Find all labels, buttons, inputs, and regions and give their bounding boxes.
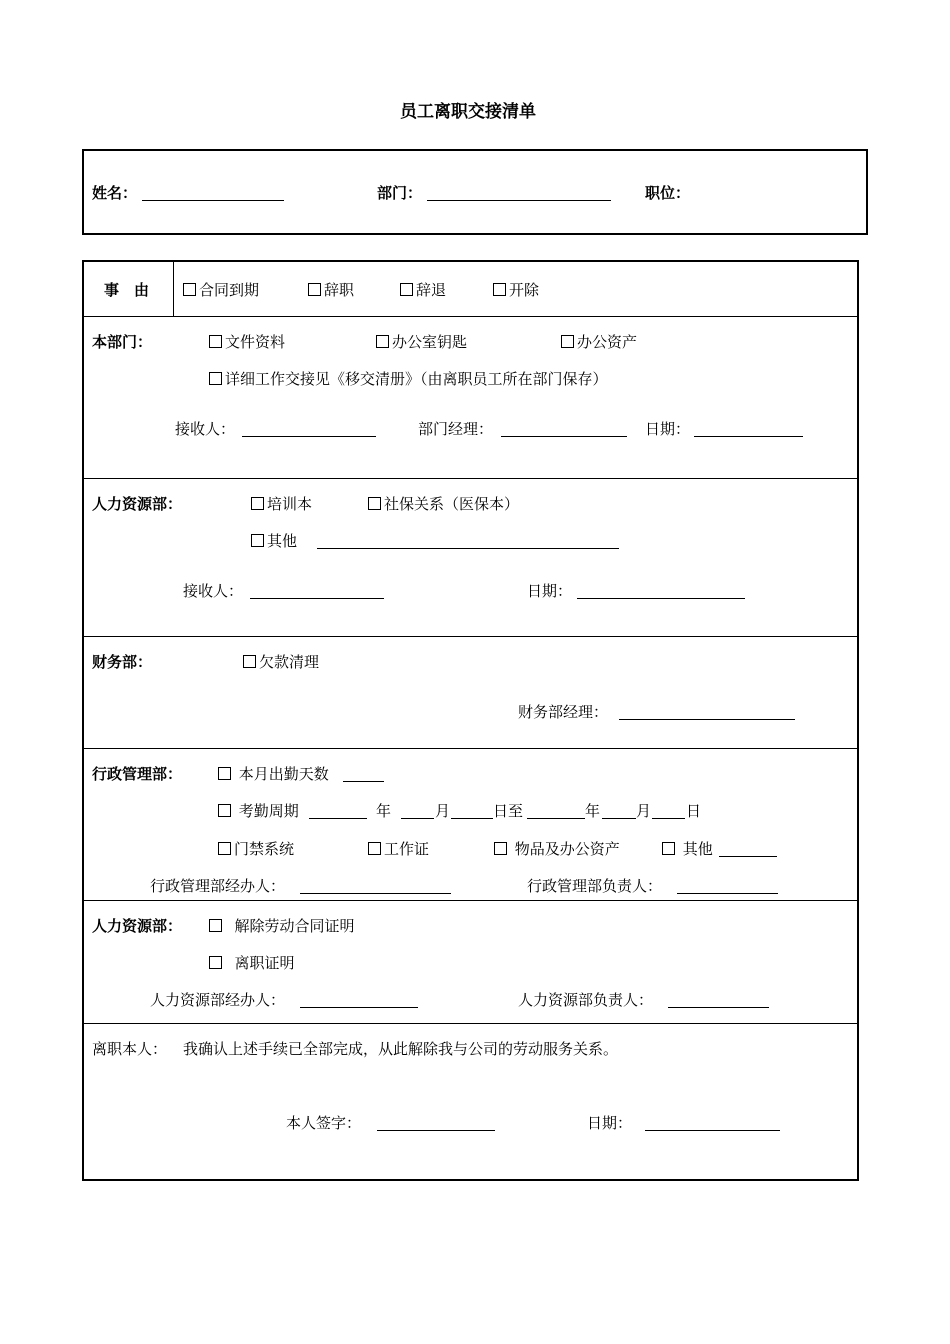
cycle-year-label: 年	[376, 802, 392, 820]
admin-other-field[interactable]	[719, 856, 777, 857]
admin-handler-label: 行政管理部经办人：	[150, 877, 286, 895]
checkbox-icon[interactable]	[218, 767, 231, 780]
own-dept-date-field[interactable]	[694, 436, 803, 437]
employee-date-field[interactable]	[645, 1130, 780, 1131]
admin-item-assets[interactable]: 物品及办公资产	[494, 839, 620, 859]
hr2-item-termination-cert[interactable]: 解除劳动合同证明	[209, 916, 355, 936]
checkbox-icon[interactable]	[209, 919, 222, 932]
employee-label: 离职本人：	[92, 1040, 168, 1058]
signature-field[interactable]	[377, 1130, 495, 1131]
department-field[interactable]	[427, 200, 611, 201]
own-dept-item-assets[interactable]: 办公资产	[561, 332, 637, 352]
hr1-date-field[interactable]	[577, 598, 745, 599]
hr2-head-field[interactable]	[668, 1007, 769, 1008]
hr1-item-training[interactable]: 培训本	[251, 494, 312, 514]
finance-manager-field[interactable]	[619, 719, 795, 720]
reason-option-contract-expiry[interactable]: 合同到期	[183, 280, 259, 300]
own-dept-date-label: 日期：	[645, 420, 691, 438]
admin-cycle[interactable]: 考勤周期	[218, 801, 299, 821]
checkbox-icon[interactable]	[376, 335, 389, 348]
checkbox-icon[interactable]	[368, 842, 381, 855]
admin-attendance[interactable]: 本月出勤天数	[218, 764, 329, 784]
checkbox-icon[interactable]	[183, 283, 196, 296]
checkbox-icon[interactable]	[662, 842, 675, 855]
checkbox-icon[interactable]	[218, 804, 231, 817]
finance-item-debt[interactable]: 欠款清理	[243, 652, 319, 672]
admin-item-access[interactable]: 门禁系统	[218, 839, 294, 859]
checkbox-icon[interactable]	[243, 655, 256, 668]
hr2-label: 人力资源部：	[92, 917, 183, 935]
own-dept-item-detail[interactable]: 详细工作交接见《移交清册》（由离职员工所在部门保存）	[209, 369, 608, 389]
own-dept-manager-field[interactable]	[501, 436, 627, 437]
reason-option-dismiss[interactable]: 辞退	[400, 280, 446, 300]
row-divider	[83, 900, 858, 901]
cycle-day-to-label: 日至	[493, 802, 524, 820]
cycle-end-year-field[interactable]	[527, 818, 585, 819]
hr1-other-field[interactable]	[317, 548, 619, 549]
cycle-month-label: 月	[435, 802, 451, 820]
admin-label: 行政管理部：	[92, 765, 183, 783]
row-divider	[83, 636, 858, 637]
own-dept-receiver-label: 接收人：	[175, 420, 236, 438]
row-divider	[83, 478, 858, 479]
hr2-handler-label: 人力资源部经办人：	[150, 991, 286, 1009]
finance-manager-label: 财务部经理：	[518, 703, 609, 721]
cycle-start-month-field[interactable]	[401, 818, 434, 819]
reason-divider	[173, 261, 174, 317]
admin-item-badge[interactable]: 工作证	[368, 839, 429, 859]
row-divider	[83, 316, 858, 317]
admin-handler-field[interactable]	[300, 893, 451, 894]
own-dept-item-files[interactable]: 文件资料	[209, 332, 285, 352]
cycle-start-day-field[interactable]	[451, 818, 493, 819]
cycle-end-month-label: 月	[636, 802, 652, 820]
hr1-item-other[interactable]: 其他	[251, 531, 297, 551]
hr2-head-label: 人力资源部负责人：	[518, 991, 654, 1009]
employee-info-box	[82, 149, 868, 235]
checkbox-icon[interactable]	[368, 497, 381, 510]
row-divider	[83, 1023, 858, 1024]
position-label: 职位：	[645, 184, 691, 202]
page-title: 员工离职交接清单	[400, 102, 536, 122]
checkbox-icon[interactable]	[308, 283, 321, 296]
checkbox-icon[interactable]	[251, 497, 264, 510]
hr1-label: 人力资源部：	[92, 495, 183, 513]
reason-option-resign[interactable]: 辞职	[308, 280, 354, 300]
admin-item-other[interactable]: 其他	[662, 839, 713, 859]
cycle-end-year-label: 年	[585, 802, 601, 820]
hr1-receiver-field[interactable]	[250, 598, 384, 599]
admin-head-field[interactable]	[677, 893, 778, 894]
own-dept-manager-label: 部门经理：	[418, 420, 494, 438]
own-dept-label: 本部门：	[92, 333, 153, 351]
admin-head-label: 行政管理部负责人：	[527, 877, 663, 895]
name-field[interactable]	[142, 200, 284, 201]
checkbox-icon[interactable]	[494, 842, 507, 855]
own-dept-receiver-field[interactable]	[242, 436, 376, 437]
checkbox-icon[interactable]	[561, 335, 574, 348]
cycle-start-year-field[interactable]	[309, 818, 367, 819]
cycle-end-month-field[interactable]	[602, 818, 636, 819]
hr1-receiver-label: 接收人：	[183, 582, 244, 600]
reason-option-fire[interactable]: 开除	[493, 280, 539, 300]
department-label: 部门：	[377, 184, 423, 202]
checkbox-icon[interactable]	[400, 283, 413, 296]
hr1-date-label: 日期：	[527, 582, 573, 600]
employee-statement: 我确认上述手续已全部完成，从此解除我与公司的劳动服务关系。	[183, 1040, 619, 1058]
employee-date-label: 日期：	[587, 1114, 633, 1132]
hr2-handler-field[interactable]	[300, 1007, 418, 1008]
signature-label: 本人签字：	[286, 1114, 362, 1132]
checkbox-icon[interactable]	[209, 956, 222, 969]
hr1-item-social-insurance[interactable]: 社保关系（医保本）	[368, 494, 519, 514]
row-divider	[83, 748, 858, 749]
reason-label: 事 由	[104, 281, 150, 299]
finance-label: 财务部：	[92, 653, 153, 671]
checkbox-icon[interactable]	[209, 335, 222, 348]
checkbox-icon[interactable]	[209, 372, 222, 385]
checkbox-icon[interactable]	[218, 842, 231, 855]
checkbox-icon[interactable]	[251, 534, 264, 547]
checkbox-icon[interactable]	[493, 283, 506, 296]
own-dept-item-keys[interactable]: 办公室钥匙	[376, 332, 467, 352]
cycle-day-label: 日	[686, 802, 702, 820]
admin-attendance-field[interactable]	[343, 781, 384, 782]
cycle-end-day-field[interactable]	[652, 818, 685, 819]
name-label: 姓名：	[92, 184, 138, 202]
hr2-item-resignation-cert[interactable]: 离职证明	[209, 953, 295, 973]
